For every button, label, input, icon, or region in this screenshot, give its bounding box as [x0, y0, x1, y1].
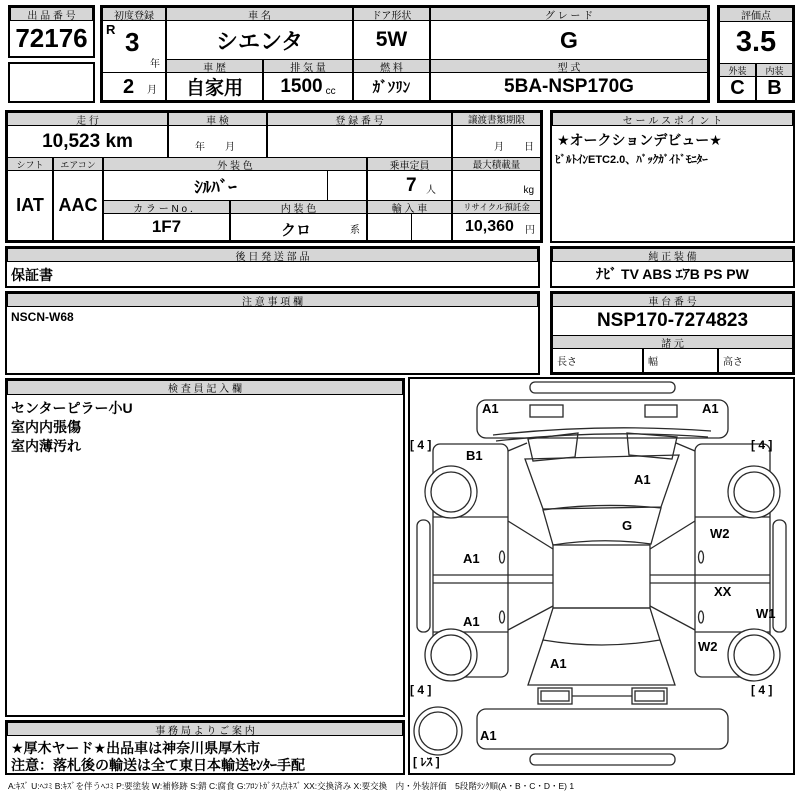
ship-later-box [5, 246, 540, 288]
displacement-unit: cc [325, 86, 336, 97]
transfer-label: 譲渡書類期限 [452, 112, 541, 126]
int-color-cell [230, 213, 367, 241]
car-schematic [410, 379, 793, 773]
first-reg-year-cell [102, 20, 166, 73]
displacement-label: 排 気 量 [263, 59, 353, 73]
ext-color-label: 外 装 色 [103, 157, 367, 171]
damage-label-front-bumper-right: A1 [702, 401, 719, 416]
interior-grade-value: B [756, 76, 793, 101]
damage-label-right-front-door: W2 [710, 526, 730, 541]
ext-color-extra-cell [327, 170, 367, 201]
recycle-unit: 円 [525, 225, 535, 236]
sales-point-line2: ﾋﾞﾙﾄｲﾝETC2.0、ﾊﾞｯｸｶﾞｲﾄﾞﾓﾆﾀｰ [555, 154, 708, 166]
inspection-cell [168, 125, 267, 158]
notes-box [5, 291, 540, 375]
inspector-label: 検 査 員 記 入 欄 [7, 380, 403, 395]
history-value: 自家用 [166, 72, 263, 101]
damage-label-right-sill: W1 [756, 606, 776, 621]
inspection-label: 車 検 [168, 112, 267, 126]
model-code-value: 5BA-NSP170G [430, 72, 708, 101]
score-value: 3.5 [719, 21, 793, 64]
damage-label-rear-bumper: A1 [480, 728, 497, 743]
sales-point-label: セ ー ル ス ポ イ ン ト [552, 112, 793, 126]
ship-later-label: 後 日 発 送 部 品 [7, 248, 538, 262]
specs-label: 諸 元 [552, 335, 793, 349]
tire-tread-front-right: [ 4 ] [751, 438, 773, 452]
damage-label-windshield: G [622, 518, 633, 533]
fuel-label: 燃 料 [353, 59, 430, 73]
damage-label-left-front-door: A1 [463, 551, 480, 566]
damage-label-front-bumper-left: A1 [482, 401, 499, 416]
fuel-value: ｶﾞｿﾘﾝ [353, 72, 430, 101]
lot-number-label: 出 品 番 号 [10, 7, 93, 21]
door-shape-label: ドア形状 [353, 7, 430, 21]
inspector-note-line: 室内薄汚れ [11, 438, 81, 454]
office-box [5, 720, 405, 775]
lot-number-value: 72176 [15, 23, 88, 53]
spec-height-label: 高さ [718, 348, 793, 373]
tire-tread-rear-left: [ 4 ] [410, 683, 432, 697]
capacity-label: 乗車定員 [367, 157, 452, 171]
office-line2: 注意：落札後の輸送は全て東日本輸送ｾﾝﾀｰ手配 [11, 757, 305, 773]
inspection-placeholder: 年 月 [195, 142, 235, 153]
sales-point-line1: ★オークションデビュー★ [557, 132, 722, 148]
recycle-value: 10,360 [465, 218, 514, 235]
first-reg-month-cell [102, 72, 166, 101]
inspector-notes [11, 399, 133, 456]
chassis-value: NSP170-7274823 [552, 306, 793, 336]
damage-label-left-rear-door: A1 [463, 614, 480, 629]
ext-color-value: ｼﾙﾊﾞｰ [103, 170, 328, 201]
score-box [717, 5, 795, 103]
usage-box [5, 110, 543, 243]
shift-value: IAT [7, 170, 53, 241]
inspector-note-line: センターピラー小U [11, 400, 133, 416]
exterior-grade-label: 外装 [719, 63, 756, 77]
capacity-value: 7 [406, 175, 417, 196]
import-car-divider [411, 214, 412, 240]
first-reg-era: R [106, 22, 116, 37]
transfer-cell [452, 125, 541, 158]
car-name-value: シエンタ [166, 20, 353, 60]
inspector-box [5, 378, 405, 717]
import-car-label: 輸 入 車 [367, 200, 452, 214]
damage-code-legend: A:ｷｽﾞ U:ﾍｺﾐ B:ｷｽﾞを伴うﾍｺﾐ P:要塗装 W:補修跡 S:錆 C:腐食 G:ﾌﾛﾝﾄｶﾞﾗｽ点ｷｽﾞ XX:交換済み X:要交換 内・外装評価 5段階ﾗﾝｸ順(A・B・C・D・E) 1 [8, 781, 575, 791]
spec-length-label: 長さ [552, 348, 643, 373]
spare-tire-label: [ ﾚｽ ] [413, 755, 440, 769]
car-name-label: 車 名 [166, 7, 353, 21]
sales-point-box [550, 110, 795, 243]
aircon-value: AAC [53, 170, 103, 241]
recycle-cell [452, 213, 541, 241]
reg-no-cell [267, 125, 452, 158]
tire-tread-rear-right: [ 4 ] [751, 683, 773, 697]
damage-label-right-quarter: W2 [698, 639, 718, 654]
first-reg-year: 3 [125, 27, 140, 57]
max-load-label: 最大積載量 [452, 157, 541, 171]
notes-value: NSCN-W68 [11, 310, 74, 324]
office-line1: ★厚木ヤード★出品車は神奈川県厚木市 [11, 740, 261, 756]
chassis-label: 車 台 番 号 [552, 293, 793, 307]
aircon-label: エアコン [53, 157, 103, 171]
damage-label-tailgate: A1 [550, 656, 567, 671]
first-reg-month-unit: 月 [147, 85, 157, 96]
color-no-label: カ ラ ー N o ． [103, 200, 230, 214]
damage-label-hood: A1 [634, 472, 651, 487]
grade-label: グ レ ー ド [430, 7, 708, 21]
ship-later-value: 保証書 [11, 267, 53, 283]
transfer-placeholder: 月 日 [494, 142, 534, 153]
displacement-value: 1500 [280, 75, 323, 97]
first-reg-label: 初度登録 [102, 7, 166, 21]
interior-grade-label: 内装 [756, 63, 793, 77]
int-color-label: 内 装 色 [230, 200, 367, 214]
lot-extra-box [8, 62, 95, 103]
first-reg-year-unit: 年 [150, 59, 160, 70]
mileage-label: 走 行 [7, 112, 168, 126]
int-color-value: クロ [281, 222, 312, 239]
spec-width-label: 幅 [643, 348, 718, 373]
displacement-cell [263, 72, 353, 101]
shift-label: シフト [7, 157, 53, 171]
office-label: 事 務 局 よ り ご 案 内 [7, 722, 403, 736]
damage-diagram-box [408, 377, 795, 775]
capacity-cell [367, 170, 452, 201]
vehicle-info-box [100, 5, 710, 103]
import-car-cell [367, 213, 452, 241]
equipment-value: ﾅﾋﾞ TV ABS ｴｱB PS PW [596, 266, 749, 282]
max-load-cell [452, 170, 541, 201]
door-shape-value: 5W [353, 20, 430, 60]
history-label: 車 歴 [166, 59, 263, 73]
int-color-suffix: 系 [350, 225, 360, 236]
color-no-value: 1F7 [103, 213, 230, 241]
capacity-unit: 人 [426, 185, 436, 196]
exterior-grade-value: C [719, 76, 756, 101]
equipment-label: 純 正 装 備 [552, 248, 793, 262]
reg-no-label: 登 録 番 号 [267, 112, 452, 126]
score-label: 評価点 [719, 7, 793, 22]
tire-tread-front-left: [ 4 ] [410, 438, 432, 452]
chassis-box [550, 291, 795, 375]
model-code-label: 型 式 [430, 59, 708, 73]
inspector-note-line: 室内内張傷 [11, 419, 81, 435]
equipment-box [550, 246, 795, 288]
mileage-value: 10,523 km [7, 125, 168, 158]
lot-number-box [8, 5, 95, 58]
damage-label-left-fender: B1 [466, 448, 483, 463]
notes-label: 注 意 事 項 欄 [7, 293, 538, 307]
recycle-label: リサイクル預託金 [452, 200, 541, 214]
damage-label-right-rear-door: XX [714, 584, 732, 599]
grade-value: G [430, 20, 708, 60]
first-reg-month: 2 [123, 76, 135, 98]
max-load-unit: kg [523, 185, 534, 196]
